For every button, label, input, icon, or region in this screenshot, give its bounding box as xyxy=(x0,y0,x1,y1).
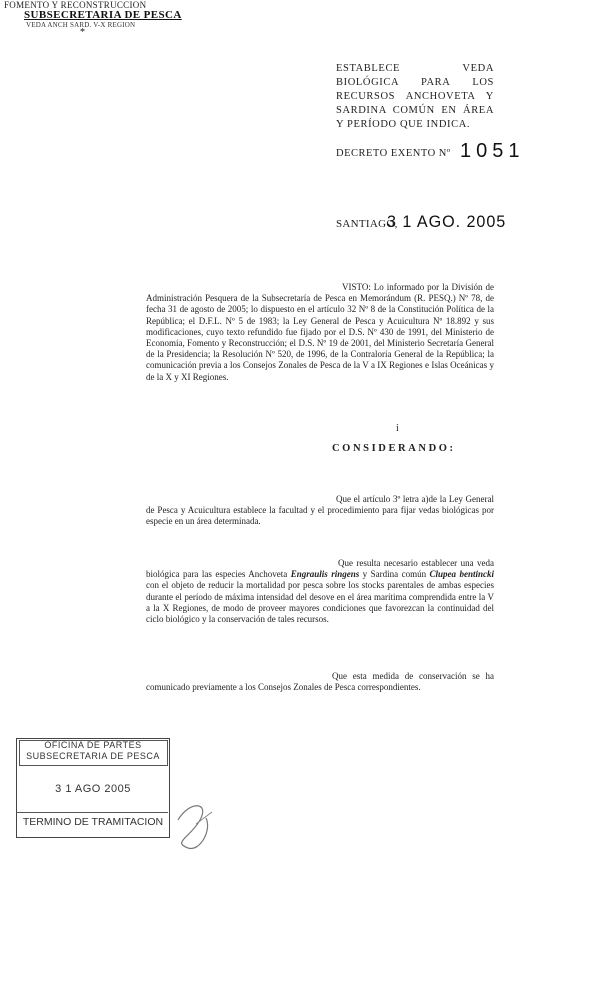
paragraph-text: con el objeto de reducir la mortalidad por pesca sobre los stocks parentales de ambas especies durante el período de máxima intensidad del desove en el área marítima comprendida entre la V a la X Regiones, de modo de proveer mayores condiciones que favorezcan la continuidad del ciclo biológico y la conservación de tales recursos. xyxy=(146,580,494,625)
ministry-header: FOMENTO Y RECONSTRUCCION xyxy=(4,0,147,10)
signature-scribble xyxy=(160,790,230,860)
stamp-office: OFICINA DE PARTES xyxy=(44,740,142,750)
margin-mark: i xyxy=(396,423,399,434)
considerando-paragraph-2 xyxy=(146,558,494,625)
reference-code: VEDA ANCH SARD. V-X REGION xyxy=(26,21,136,29)
considerando-paragraph-3: Que esta medida de conservación se ha comunicado previamente a los Consejos Zonales de Pesca correspondientes. xyxy=(146,671,494,693)
stamp-divider xyxy=(16,812,168,813)
decreto-number: 1051 xyxy=(460,140,525,162)
considerando-heading: CONSIDERANDO: xyxy=(332,443,456,454)
visto-paragraph: VISTO: Lo informado por la División de Administración Pesquera de la Subsecretaría de Pesca en Memorándum (R. PESQ.) Nº 78, de fecha 31 de agosto de 2005; lo dispuesto en el artículo 32 Nº 8 de la Constitución Política de la República; el D.F.L. Nº 5 de 1983; la Ley General de Pesca y Acuicultura Nº 18.892 y sus modificaciones, cuyo texto refundido fue fijado por el D.S. Nº 430 de 1991, del Ministerio de Economía, Fomento y Reconstrucción; el D.S. Nº 19 de 2001, del Ministerio Secretaría General de la Presidencia; la Resolución Nº 520, de 1996, de la Contraloría General de la República; la comunicación previa a los Consejos Zonales de Pesca de la V a IX Regiones e Islas Oceánicas y de la X y XI Regiones. xyxy=(146,282,494,382)
paragraph-text: Que resulta necesario establecer una veda biológica para las especies Anchoveta xyxy=(146,558,494,580)
species-name: Engraulis ringens xyxy=(290,569,360,580)
paragraph-text: y Sardina común xyxy=(359,569,430,580)
document-title: ESTABLECE VEDA BIOLÓGICA PARA LOS RECURSOS ANCHOVETA Y SARDINA COMÚN EN ÁREA Y PERÍODO QUE INDICA. xyxy=(336,63,494,130)
date-stamp: 3 1 AGO. 2005 xyxy=(387,212,507,231)
considerando-paragraph-1: Que el artículo 3º letra a)de la Ley General de Pesca y Acuicultura establece la facultad y el procedimiento para fijar vedas biológicas por especie en un área determinada. xyxy=(146,494,494,527)
star-mark: * xyxy=(80,27,85,38)
species-name: Clupea bentincki xyxy=(429,569,494,580)
place-label: SANTIAGO, xyxy=(336,218,398,230)
oficina-partes-stamp xyxy=(16,738,170,838)
decreto-label: DECRETO EXENTO Nº xyxy=(336,148,451,159)
subsecretaria-header: SUBSECRETARIA DE PESCA xyxy=(24,9,182,21)
stamp-subsecretaria: SUBSECRETARIA DE PESCA xyxy=(26,751,160,761)
stamp-date: 3 1 AGO 2005 xyxy=(55,783,131,795)
stamp-footer: TERMINO DE TRAMITACION xyxy=(22,816,164,828)
